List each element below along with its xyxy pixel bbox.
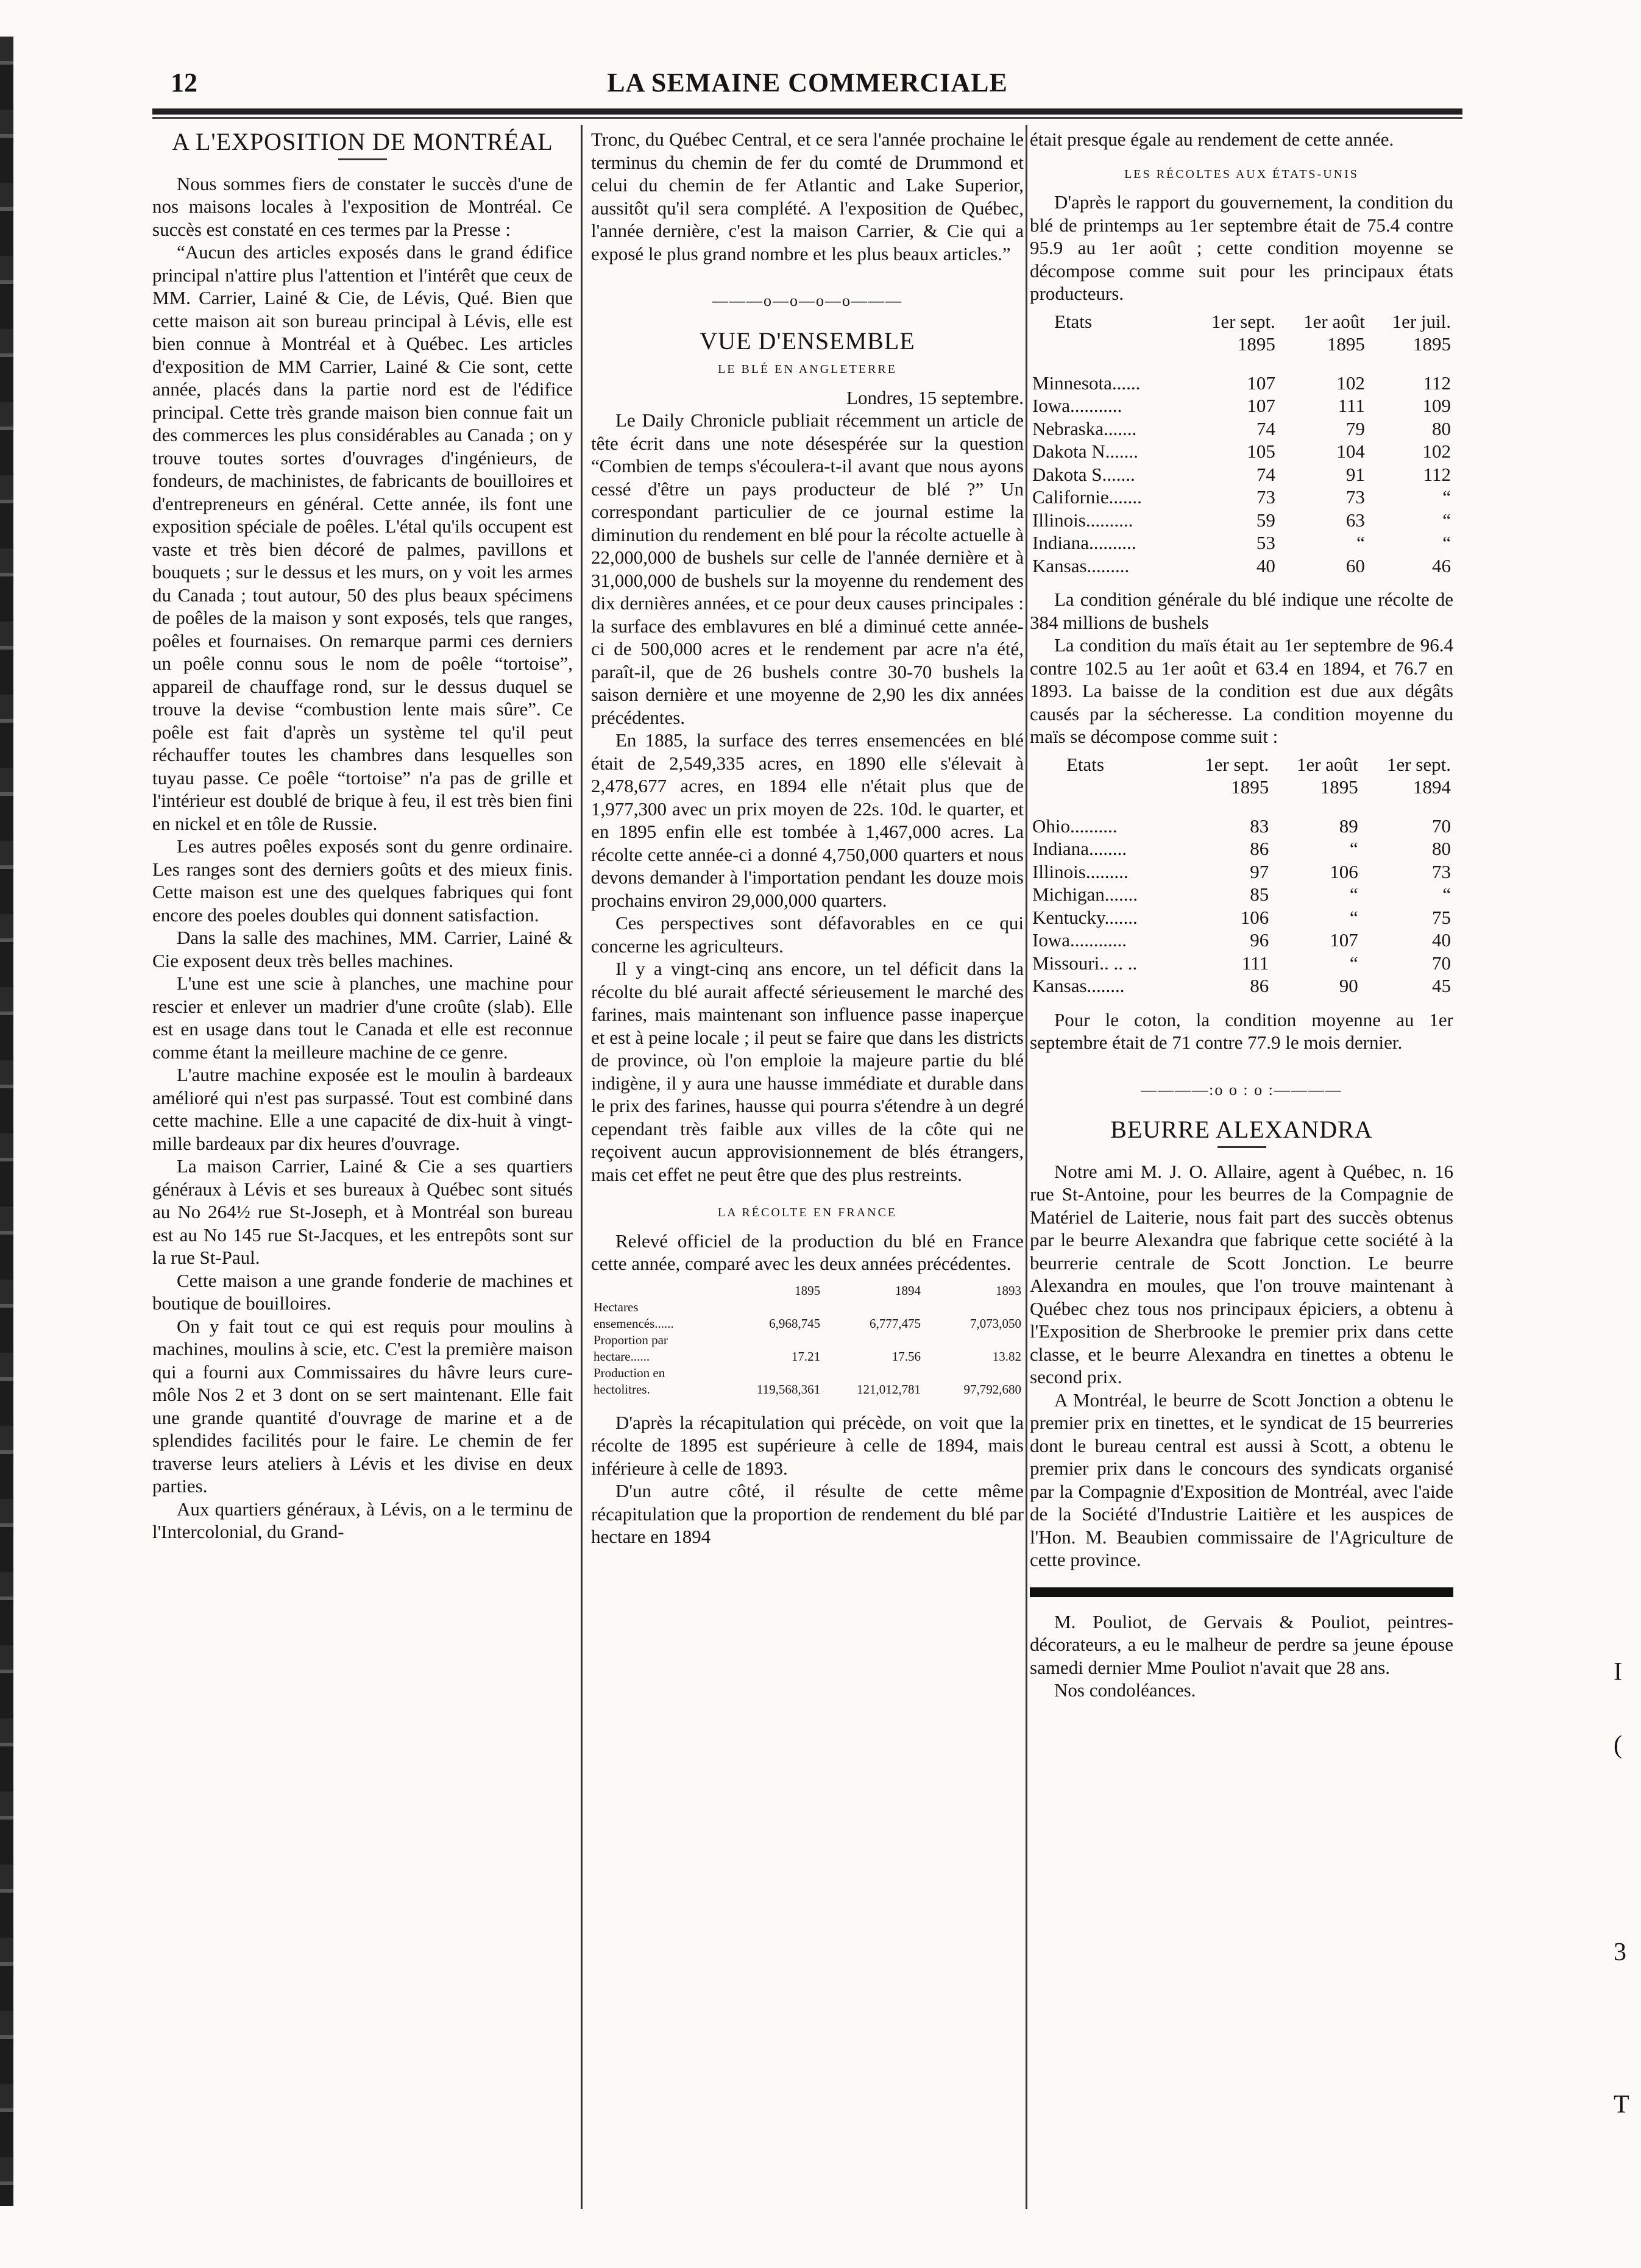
subheading-ble-angleterre: LE BLÉ EN ANGLETERRE bbox=[718, 363, 897, 376]
table-cell: 45 bbox=[1432, 975, 1451, 996]
paragraph: D'après la récapitulation qui précède, on voit que la récolte de 1895 est supérieure à celle de 1894, mais inférieure à celle de 1893. bbox=[591, 1411, 1024, 1479]
year-header: 1895 bbox=[1320, 776, 1358, 798]
year-header: 1895 bbox=[1413, 333, 1451, 355]
table-cell: 112 bbox=[1423, 372, 1451, 394]
table-row bbox=[1030, 531, 1453, 555]
table-cell: 73 bbox=[1345, 486, 1365, 508]
table-row bbox=[591, 1299, 1024, 1332]
table-row bbox=[1030, 555, 1453, 578]
table-row bbox=[1030, 463, 1453, 486]
paragraph: En 1885, la surface des terres ensemencées en blé était de 2,549,335 acres, en 1890 elle s'élevait à 2,478,677 acres, en 1894 elle n'était plus que de 1,977,300 avec un prix moyen de 22s. 10d. le quarter, et en 1895 enfin elle est tombée à 1,467,000 acres. La récolte cette année-ci a donné 4,750,000 quarters et nous devons demander à l'importation pendant les douze mois prochains environ 29,000,000 quarters. bbox=[591, 729, 1024, 911]
table-cell: 74 bbox=[1256, 463, 1275, 485]
column-divider bbox=[581, 125, 583, 2209]
table-cell: 46 bbox=[1432, 555, 1451, 576]
table-row bbox=[1030, 883, 1453, 906]
paragraph: Ces perspectives sont défavorables en ce qui concerne les agriculteurs. bbox=[591, 912, 1024, 957]
table-cell: 97,792,680 bbox=[963, 1381, 1021, 1397]
table-cell: 74 bbox=[1256, 417, 1275, 439]
paragraph: D'après le rapport du gouvernement, la condition du blé de printemps au 1er septembre était de 75.4 contre 95.9 au 1er août ; cette condition moyenne se décompose comme suit pour les principaux états producteurs. bbox=[1030, 191, 1453, 304]
table-cell: 119,568,361 bbox=[756, 1381, 821, 1397]
header-rule-thin bbox=[152, 117, 1462, 119]
paragraph: La condition du maïs était au 1er septembre de 96.4 contre 102.5 au 1er août et 63.4 en 1894, et 76.7 en 1893. La baisse de la condition est due aux dégâts causés par la sécheresse. La condition moyenne du maïs se décompose comme suit : bbox=[1030, 634, 1453, 747]
paragraph: L'autre machine exposée est le moulin à bardeaux amélioré qui n'est pas surpassé. Tout est combiné dans cette machine. Elle a une capacité de dix-huit à vingt-mille bardeaux par dix heures d'ouvrage. bbox=[152, 1064, 573, 1154]
state-name: Kentucky....... bbox=[1032, 906, 1138, 928]
state-name: Ohio.......... bbox=[1032, 815, 1118, 837]
column-header: 1er sept. bbox=[1211, 310, 1275, 332]
title-rule bbox=[1217, 1146, 1266, 1148]
table-cell: 106 bbox=[1240, 906, 1269, 928]
table-cell: 40 bbox=[1432, 929, 1451, 951]
state-name: Kansas......... bbox=[1032, 555, 1130, 576]
column-header: Etats bbox=[1066, 753, 1104, 775]
table-header-row bbox=[591, 1283, 1024, 1299]
paragraph: Notre ami M. J. O. Allaire, agent à Québec, n. 16 rue St-Antoine, pour les beurres de la Compagnie de Matériel de Laiterie, nous fait part des succès obtenus par le beurre Alexandra que fabrique cette société à la beurrerie centrale de Scott Jonction. Le beurre Alexandra en moules, que l'on trouve maintenant à Québec chez tous nos principaux épiciers, a obtenu à l'Exposition de Sherbrooke le premier prix dans cette classe, et le beurre Alexandra en tinettes a obtenu le second prix. bbox=[1030, 1160, 1453, 1387]
paragraph: On y fait tout ce qui est requis pour moulins à machines, moulins à scie, etc. C'est la première maison qui a fourni aux Commissaires du hâvre leurs cure-môle Nos 2 et 3 dont on se sert maintenant. Elle fait une grande quantité d'ouvrage de marine et a de splendides facilités pour le faire. Le chemin de fer traverse leurs ateliers à Lévis et les divise en deux parties. bbox=[152, 1315, 573, 1497]
year-header: 1893 bbox=[996, 1283, 1021, 1298]
state-name: Iowa............ bbox=[1032, 929, 1127, 951]
table-year-row bbox=[1030, 333, 1453, 364]
state-name: Illinois.......... bbox=[1032, 509, 1133, 531]
column-header: 1er sept. bbox=[1205, 753, 1269, 775]
table-cell: 40 bbox=[1256, 555, 1275, 576]
table-row bbox=[1030, 860, 1453, 884]
state-name: Indiana........ bbox=[1032, 838, 1127, 859]
column-header: 1er août bbox=[1296, 753, 1358, 775]
table-cell: 6,968,745 bbox=[769, 1316, 821, 1331]
table-cell: 63 bbox=[1345, 509, 1365, 531]
subheading-recolte-france: LA RÉCOLTE EN FRANCE bbox=[717, 1206, 898, 1219]
table-row bbox=[1030, 906, 1453, 929]
column-header: 1er août bbox=[1303, 310, 1365, 332]
paragraph: Il y a vingt-cinq ans encore, un tel déficit dans la récolte du blé aurait affecté sérieusement le marché des farines, mais maintenant son influence passe inaperçue et est à peine locale ; il peut se faire que dans les districts de province, où l'on emploie la majeure partie du blé indigène, il y aura une hausse immédiate et durable dans le prix des farines, hausse qui pourra s'étendre à un degré cependant très faible aux villes de la côte qui ne reçoivent aucun approvisionnement de blés étrangers, mais cet effet ne peut être que des plus restreints. bbox=[591, 958, 1024, 1185]
table-cell: 73 bbox=[1432, 860, 1451, 882]
table-row bbox=[1030, 837, 1453, 860]
paragraph: L'une est une scie à planches, une machine pour rescier et enlever un madrier d'une croûte (slab). Elle est en usage dans tout le Canada et elle est reconnue comme étant la meilleure machine de ce genre. bbox=[152, 973, 573, 1063]
table-cell: 79 bbox=[1345, 417, 1365, 439]
table-row bbox=[1030, 952, 1453, 975]
column-3 bbox=[1030, 128, 1453, 1702]
table-cell: 75 bbox=[1432, 906, 1451, 928]
state-name: Dakota S....... bbox=[1032, 463, 1135, 485]
section-separator: ———o—o—o—o——— bbox=[712, 292, 902, 310]
state-name: Indiana.......... bbox=[1032, 532, 1136, 553]
table-cell: 89 bbox=[1339, 815, 1358, 837]
paragraph: Dans la salle des machines, MM. Carrier, Lainé & Cie exposent deux très belles machines. bbox=[152, 927, 573, 971]
table-cell: 86 bbox=[1250, 975, 1269, 996]
dateline: Londres, 15 septembre. bbox=[846, 386, 1024, 408]
table-cell: “ bbox=[1349, 838, 1358, 859]
table-cell: 121,012,781 bbox=[857, 1381, 921, 1397]
table-header-row bbox=[1030, 310, 1453, 333]
table-cell: “ bbox=[1349, 952, 1358, 974]
table-cell: 17.21 bbox=[791, 1348, 821, 1364]
journal-title: LA SEMAINE COMMERCIALE bbox=[607, 68, 1008, 97]
table-row bbox=[1030, 929, 1453, 952]
paragraph: A Montréal, le beurre de Scott Jonction a obtenu le premier prix en tinettes, et le syndicat de 15 beurreries dont le bureau central est aussi à Scott, a obtenu le premier prix dans le concours des syndicats organisé par la Compagnie d'Exposition de Montréal, avec l'aide de la Société d'Industrie Laitière et les auspices de l'Hon. M. Beaubien commissaire de l'Agriculture de cette province. bbox=[1030, 1389, 1453, 1570]
table-cell: 105 bbox=[1247, 441, 1275, 462]
table-cell: 59 bbox=[1256, 509, 1275, 531]
table-row bbox=[591, 1332, 1024, 1365]
year-header: 1894 bbox=[895, 1283, 921, 1298]
state-name: Minnesota...... bbox=[1032, 372, 1141, 394]
paragraph: “Aucun des articles exposés dans le grand édifice principal n'attire plus l'attention et l'intérêt que ceux de MM. Carrier, Lainé & Cie, de Lévis, Qué. Bien que cette maison ait son bureau principal à Lévis, elle est bien connue à Montréal et à Québec. Les articles d'exposition de MM Carrier, Lainé & Cie sont, cette année, placés dans la partie nord est de l'édifice principal. Cette très grande maison bien connue fait un des commerces les plus considérables au Canada ; on y trouve toutes sortes d'ouvrages d'ingénieurs, de fondeurs, de machinistes, de fabricants de bouilloires et d'entrepreneurs en général. Cette année, ils font une exposition spéciale de poêles. L'étal qu'ils occupent est vaste et très bien décoré de palmes, pavillons et bouquets ; sur le dessus et les murs, on y voit les armes du Canada ; tout autour, 50 des plus beaux spécimens de poêles de la maison y sont exposés, tels que ranges, poêles et fournaises. On remarque parmi ces derniers un poêle connu sous le nom de poêle “tortoise”, appareil de chauffage rond, sur le dessus duquel se trouve la devise “combustion lente mais sûre”. Ce poêle est fait d'après un système tel qu'il peut réchauffer toutes les chambres dans lesquelles son tuyau passe. Ce poêle “tortoise” n'a pas de grille et l'intérieur est doublé de brique à feu, il est très bien fini en nickel et en tôle de Russie. bbox=[152, 241, 573, 834]
paragraph: Aux quartiers généraux, à Lévis, on a le terminu de l'Intercolonial, du Grand- bbox=[152, 1498, 573, 1542]
table-cell: 111 bbox=[1338, 395, 1365, 416]
table-cell: 60 bbox=[1345, 555, 1365, 576]
scan-edge bbox=[0, 37, 13, 2206]
column-divider bbox=[1026, 125, 1027, 2209]
wheat-condition-table bbox=[1030, 310, 1453, 578]
table-cell: “ bbox=[1349, 884, 1358, 905]
table-cell: “ bbox=[1356, 532, 1365, 553]
table-cell: 17.56 bbox=[891, 1348, 921, 1364]
page-header bbox=[152, 67, 1462, 110]
table-cell: 85 bbox=[1250, 884, 1269, 905]
paragraph: D'un autre côté, il résulte de cette même récapitulation que la proportion de rendement du blé par hectare en 1894 bbox=[591, 1480, 1024, 1547]
table-row bbox=[1030, 394, 1453, 417]
paragraph: Cette maison a une grande fonderie de machines et boutique de bouilloires. bbox=[152, 1269, 573, 1314]
margin-mark: ( bbox=[1614, 1731, 1622, 1759]
france-production-table bbox=[591, 1283, 1024, 1398]
table-row bbox=[1030, 807, 1453, 838]
state-name: Michigan....... bbox=[1032, 884, 1138, 905]
table-row bbox=[1030, 440, 1453, 463]
state-name: Missouri.. .. .. bbox=[1032, 952, 1138, 974]
table-cell: 73 bbox=[1256, 486, 1275, 508]
column-header: 1er sept. bbox=[1386, 753, 1451, 775]
table-cell: 109 bbox=[1422, 395, 1451, 416]
table-cell: 97 bbox=[1250, 860, 1269, 882]
corn-condition-table bbox=[1030, 753, 1453, 998]
paragraph: Le Daily Chronicle publiait récemment un article de tête écrit dans une note désespérée sur la question “Combien de temps s'écoulera-t-il avant que nous ayons cessé d'être un pays producteur de blé ?” Un correspondant particulier de ce journal estime la diminution du rendement en blé pour la récolte actuelle à 22,000,000 de bushels sur celle de l'année dernière et à 31,000,000 de bushels sur la moyenne du rendement des dix dernières années, et ce pour deux causes principales : la surface des emblavures en blé a diminué cette année-ci de 500,000 acres et le rendement par acre n'a été, paraît-il, que de 26 bushels contre 30-70 bushels la saison dernière et une moyenne de 2,90 les dix années précédentes. bbox=[591, 409, 1024, 728]
table-cell: “ bbox=[1442, 509, 1451, 531]
article-title-vue-ensemble: VUE D'ENSEMBLE bbox=[700, 327, 915, 355]
table-year-row bbox=[1030, 776, 1453, 807]
year-header: 1894 bbox=[1413, 776, 1451, 798]
paragraph: Relevé officiel de la production du blé en France cette année, comparé avec les deux années précédentes. bbox=[591, 1230, 1024, 1274]
paragraph: Nous sommes fiers de constater le succès d'une de nos maisons locales à l'exposition de Montréal. Ce succès est constaté en ces termes par la Presse : bbox=[152, 172, 573, 240]
table-cell: 7,073,050 bbox=[970, 1316, 1021, 1331]
table-cell: 107 bbox=[1247, 395, 1275, 416]
paragraph: Nos condoléances. bbox=[1054, 1679, 1196, 1701]
table-cell: 6,777,475 bbox=[870, 1316, 921, 1331]
table-cell: 91 bbox=[1345, 463, 1365, 485]
article-title-beurre: BEURRE ALEXANDRA bbox=[1110, 1116, 1373, 1143]
table-cell: “ bbox=[1349, 906, 1358, 928]
table-cell: 107 bbox=[1247, 372, 1275, 394]
state-name: Californie....... bbox=[1032, 486, 1142, 508]
table-header-row bbox=[1030, 753, 1453, 776]
table-cell: 86 bbox=[1250, 838, 1269, 859]
table-row bbox=[1030, 417, 1453, 441]
header-rule bbox=[152, 108, 1462, 115]
table-row bbox=[1030, 974, 1453, 998]
notice-divider bbox=[1030, 1587, 1453, 1597]
article-title-exposition: A L'EXPOSITION DE MONTRÉAL bbox=[172, 128, 553, 155]
state-name: Iowa........... bbox=[1032, 395, 1122, 416]
table-cell: 96 bbox=[1250, 929, 1269, 951]
table-cell: 106 bbox=[1330, 860, 1358, 882]
table-cell: 104 bbox=[1336, 441, 1365, 462]
paragraph: La condition générale du blé indique une récolte de 384 millions de bushels bbox=[1030, 589, 1453, 633]
state-name: Dakota N....... bbox=[1032, 441, 1138, 462]
column-header: Etats bbox=[1054, 310, 1092, 332]
row-label: Proportion par hectare...... bbox=[594, 1332, 668, 1364]
table-cell: 102 bbox=[1422, 441, 1451, 462]
subheading-recoltes-etats-unis: LES RÉCOLTES AUX ÉTATS-UNIS bbox=[1124, 167, 1359, 181]
table-cell: 70 bbox=[1432, 815, 1451, 837]
column-header: 1er juil. bbox=[1392, 310, 1451, 332]
margin-mark: 3 bbox=[1614, 1938, 1626, 1966]
table-row bbox=[1030, 509, 1453, 532]
table-cell: 80 bbox=[1432, 838, 1451, 859]
table-cell: 83 bbox=[1250, 815, 1269, 837]
table-cell: 102 bbox=[1336, 372, 1365, 394]
table-cell: “ bbox=[1442, 532, 1451, 553]
state-name: Nebraska....... bbox=[1032, 417, 1137, 439]
table-cell: 53 bbox=[1256, 532, 1275, 553]
state-name: Kansas........ bbox=[1032, 975, 1125, 996]
year-header: 1895 bbox=[1237, 333, 1275, 355]
page-number: 12 bbox=[171, 68, 197, 97]
table-cell: 13.82 bbox=[992, 1348, 1021, 1364]
margin-mark: T bbox=[1614, 2091, 1629, 2119]
column-1 bbox=[152, 128, 573, 1543]
margin-mark: I bbox=[1614, 1658, 1622, 1686]
table-row bbox=[1030, 364, 1453, 395]
table-cell: 107 bbox=[1330, 929, 1358, 951]
paragraph-continuation: Tronc, du Québec Central, et ce sera l'année prochaine le terminus du chemin de fer du comté de Drummond et celui du chemin de fer Atlantic and Lake Superior, aussitôt qu'il sera complété. A l'exposition de Québec, l'année dernière, c'est la maison Carrier, & Cie qui a exposé le plus grand nombre et les plus beaux articles.” bbox=[591, 129, 1024, 264]
paragraph: Les autres poêles exposés sont du genre ordinaire. Les ranges sont des derniers goûts et des mieux finis. Cette maison est une des quelques fabriques qui font encore des poeles doubles qui donnent satisfaction. bbox=[152, 835, 573, 926]
paragraph: La maison Carrier, Lainé & Cie a ses quartiers généraux à Lévis et ses bureaux à Québec sont situés au No 264½ rue St-Joseph, et à Montréal son bureau est au No 145 rue St-Jacques, et les entrepôts sont sur la rue St-Paul. bbox=[152, 1155, 573, 1268]
table-cell: “ bbox=[1442, 486, 1451, 508]
paragraph: Pour le coton, la condition moyenne au 1er septembre était de 71 contre 77.9 le mois dernier. bbox=[1030, 1008, 1453, 1053]
section-separator: ————:o o : o :———— bbox=[1141, 1080, 1342, 1099]
state-name: Illinois......... bbox=[1032, 860, 1129, 882]
title-rule bbox=[338, 158, 387, 160]
table-cell: 111 bbox=[1242, 952, 1269, 974]
table-cell: “ bbox=[1442, 884, 1451, 905]
row-label: Hectares ensemencés...... bbox=[594, 1299, 674, 1331]
table-row bbox=[1030, 486, 1453, 509]
year-header: 1895 bbox=[1327, 333, 1365, 355]
table-cell: 80 bbox=[1432, 417, 1451, 439]
year-header: 1895 bbox=[795, 1283, 821, 1298]
table-cell: 112 bbox=[1423, 463, 1451, 485]
row-label: Production en hectolitres. bbox=[594, 1365, 665, 1397]
table-row bbox=[591, 1365, 1024, 1398]
table-cell: 70 bbox=[1432, 952, 1451, 974]
table-cell: 90 bbox=[1339, 975, 1358, 996]
column-2 bbox=[591, 128, 1024, 1548]
paragraph: M. Pouliot, de Gervais & Pouliot, peintres-décorateurs, a eu le malheur de perdre sa jeune épouse samedi dernier Mme Pouliot n'avait que 28 ans. bbox=[1030, 1611, 1453, 1678]
year-header: 1895 bbox=[1231, 776, 1269, 798]
paragraph-continuation: était presque égale au rendement de cette année. bbox=[1030, 129, 1394, 150]
